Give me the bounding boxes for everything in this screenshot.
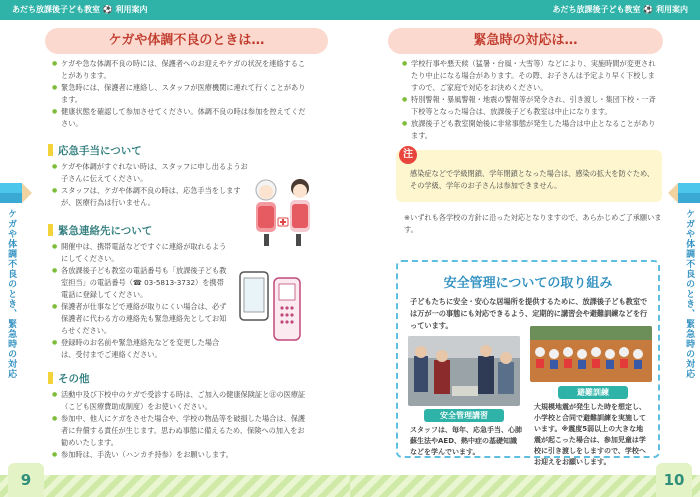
footer-band [0, 457, 350, 497]
evacuation-drill-photo [530, 326, 652, 382]
safety-course-label: 安全管理講習 [424, 409, 504, 422]
list-item: ● 活動中及び下校中のケガで受診する時は、ご加入の健康保険証と㊟の医療証（こども医療費助成制度）をお使いください。 [52, 389, 307, 413]
header-label: あだち放課後子ども教室 ⚽ 利用案内 [12, 5, 148, 14]
list-item: ● 保護者が仕事などで連絡が取りにくい場合は、必ず保護者に代わる方の連絡先も緊急連絡先としてお知らせください。 [52, 301, 230, 337]
list-item: ● ケガや体調がすぐれない時は、スタッフに申し出るようお子さんに伝えてください。 [52, 161, 252, 185]
first-aid-list [52, 161, 252, 209]
section-title: 緊急時の対応は… [388, 28, 663, 54]
contact-heading: 緊急連絡先について [48, 223, 152, 238]
list-item: ● 学校行事や悪天候（猛暑・台風・大雪等）などにより、実施時間が変更されたり中止になる場合があります。その際、お子さんは予定より早く下校しますので、ご家庭で対応をお決めください。 [402, 58, 660, 94]
contact-list [52, 241, 230, 361]
note-badge: 注 [399, 146, 417, 164]
footer-stripes [350, 475, 700, 497]
other-heading: その他 [48, 371, 90, 386]
list-item: ● ケガや急な体調不良の時には、保護者へのお迎えやケガの状況を連絡することがあります。 [52, 58, 307, 82]
safety-course-text: スタッフは、毎年、応急手当、心肺蘇生法やAED、熱中症の基礎知識などを学んでいます。 [410, 426, 522, 456]
evacuation-drill-label: 避難訓練 [558, 386, 628, 399]
note-text: 感染症などで学級閉鎖、学年閉鎖となった場合は、感染の拡大を防ぐため、その学級、学年のお子さんは参加できません。 [410, 169, 655, 190]
safety-course-photo [408, 336, 520, 406]
list-item: ● 緊急時には、保護者に連絡し、スタッフが医療機関に連れて行くことがあります。 [52, 82, 307, 106]
other-list [52, 389, 307, 461]
header-band [0, 0, 350, 20]
pencil-icon [0, 183, 22, 203]
list-item: ● 開催中は、携帯電話などですぐに連絡が取れるようにしてください。 [52, 241, 230, 265]
list-item: ● 各放課後子ども教室の電話番号も「放課後子ども教室担当」の電話番号（☎ 03-5813-3732）を携帯電話に登録してください。 [52, 265, 230, 301]
footnote: ※いずれも各学校の方針に沿った対応となりますので、あらかじめご了承願います。 [404, 213, 662, 234]
emergency-list [402, 58, 660, 142]
page-number: 10 [656, 463, 692, 497]
list-item: ● 放課後子ども教室開始後に非常事態が発生した場合は中止となることがあります。 [402, 118, 660, 142]
intro-list [52, 58, 307, 130]
phone-illustration [236, 262, 316, 352]
list-item: ● 特別警報・暴風警報・地震の警報等が発令され、引き渡し・集団下校・一斉下校等となった場合は、放課後子ども教室は中止になります。 [402, 94, 660, 118]
evacuation-drill-text: 大規模地震が発生した時を想定し、小学校と合同で避難訓練を実施しています。※震度5弱以上の大きな地震が起こった場合は、参加児童は学校に引き渡しをしますので、学校へお迎えをお願いします。 [534, 403, 646, 466]
pencil-icon [678, 183, 700, 203]
first-aid-heading: 応急手当について [48, 143, 142, 158]
list-item: ● スタッフは、ケガや体調不良の時は、応急手当をしますが、医療行為は行いません。 [52, 185, 252, 209]
list-item: ● 参加中、他人にケガをさせた場合や、学校の物品等を破損した場合は、保護者に弁償する責任が生じます。思わぬ事態に備えるため、保険への加入をお勧めいたします。 [52, 413, 307, 449]
header-band [350, 0, 700, 20]
side-tab [678, 183, 700, 383]
page-right [350, 0, 700, 497]
side-tab-text: ケガや体調不良のとき、緊急時の対応 [6, 209, 17, 379]
safety-title: 安全管理についての取り組み [443, 276, 613, 291]
side-tab [0, 183, 22, 383]
list-item: ● 健康状態を確認して参加させてください。体調不良の時は参加を控えてください。 [52, 106, 307, 130]
page-number: 9 [8, 463, 44, 497]
list-item: ● 参加時は、手洗い（ハンカチ持参）をお願いします。 [52, 449, 307, 461]
footer-band [350, 457, 700, 497]
list-item: ● 登録時のお名前や緊急連絡先などを変更した場合は、受付までご連絡ください。 [52, 337, 230, 361]
staff-illustration [244, 172, 324, 252]
footer-stripes [0, 475, 350, 497]
side-tab-text: ケガや体調不良のとき、緊急時の対応 [684, 209, 695, 379]
section-title: ケガや体調不良のときは… [45, 28, 328, 54]
header-label: あだち放課後子ども教室 ⚽ 利用案内 [552, 5, 688, 14]
safety-intro: 子どもたちに安全・安心な居場所を提供するために、放課後子ども教室では万が一の事態にも対応できるよう、定期的に講習会や避難訓練などを行っています。 [410, 297, 648, 330]
